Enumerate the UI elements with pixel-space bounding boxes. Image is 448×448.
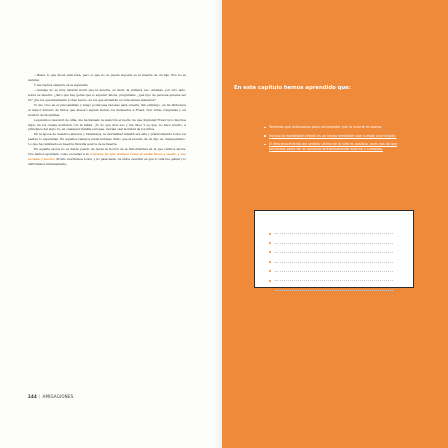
body-paragraph (28, 147, 186, 167)
notes-line[interactable] (275, 234, 393, 243)
paragraph-text: Y me replica siempre en la siguiente: (34, 82, 89, 87)
summary-list (264, 125, 414, 155)
paragraph-text: —Ratel, lo que dicen está bien, pero lo que no se puede superar es la muerte de un hijo. Eso no es natural. (28, 73, 186, 82)
notes-line[interactable] (275, 244, 393, 253)
body-paragraph (28, 73, 186, 83)
paragraph-text: En aquella época no se había puesto de moda la ficción de la inmortalidad en la que vivimos ahora. Nos hemos apuntado como sociedad a la (28, 147, 186, 157)
folio-separator: | (38, 394, 41, 399)
notes-line[interactable] (275, 263, 393, 272)
notes-line[interactable] (275, 281, 393, 290)
highlighted-text: creencia de que vivimos como si nadie fuese a morir, y eso es falso y nocivo. (28, 152, 187, 162)
summary-bullet-text: Incluso la mortalidad infantil es un hecho inevitable que cumple una función. (269, 133, 397, 138)
body-paragraph (28, 132, 186, 147)
paragraph-text: —Aunque no es muy natural morir que la muerte, es decir, la primera vez. Además, por otro lado, sobre su muerte: ¿duro que hay gente que lo supera? Ahora, pregúntate: ¿qué tipo de persona quieres ser tú? ¿De los que finalmente lo han hecho, de los que arrastran su vida entera lamentos? (28, 87, 186, 102)
notes-box (254, 210, 414, 288)
left-page (0, 0, 222, 448)
running-head: AMIGAGIONES (42, 394, 74, 399)
paragraph-text: Leyendolos descubrí de niña, me ha llamado la atención el hecho de que Sigmund Freud tuvo muchos hijos, de los cuales murieron con la mitad. ¡Yo no que dice eso y me dice! Y es que, no hace mucho, a principios del siglo xx, en cualquier familia europea, morían casi la mitad de los niños. (28, 117, 186, 132)
summary-bullet (264, 142, 414, 151)
body-text (28, 73, 186, 167)
paragraph-text: Yo me creo en el psicoanálisis y tengo poderosas razones para creerla. Sin embargo, en mi biblioteca el mayor número de libros que atesoro siguen siendo los dedicados a Freud. Son obras completas y un montón de biografías. (28, 102, 186, 117)
summary-bullet-text: Tenemos que esforzarnos para comprender que la muerte es buena. (269, 125, 383, 129)
summary-bullet (264, 134, 414, 139)
notes-line[interactable] (275, 225, 393, 234)
gutter-shadow (214, 0, 222, 448)
notes-line[interactable] (275, 272, 393, 281)
summary-bullet (264, 125, 414, 130)
notes-lines (275, 225, 393, 291)
notes-line[interactable] (275, 253, 393, 262)
folio (28, 394, 73, 399)
body-paragraph (28, 118, 186, 133)
paragraph-text: Pronto moriremos todos, y no pasa nada. La única cuestión es que lo vida fue genial y lo disfrutemos intensamente. (28, 157, 186, 167)
right-page (222, 0, 448, 448)
body-paragraph (28, 103, 186, 118)
page-number: 244 (28, 394, 37, 399)
body-paragraph (28, 88, 186, 103)
summary-heading: En este capítulo hemos aprendido que: (234, 85, 351, 91)
paragraph-text: En la época de nuestros abuelos y bisabuelos, la mortalidad infantil era alta y prácticamente todos los padres lo esperaban. En aquellos tiempos nadie hubiese dicho que la muerte de un hijo es «insuperable». Lo que ha cambiado es nuestra filosofía acerca de la muerte. (28, 132, 186, 147)
summary-bullet-text: El desconocimiento del sentido último de la vida es positivo, pues nos da que formamos parte de un universo fantásticamente enorme y complejo. (269, 142, 398, 151)
